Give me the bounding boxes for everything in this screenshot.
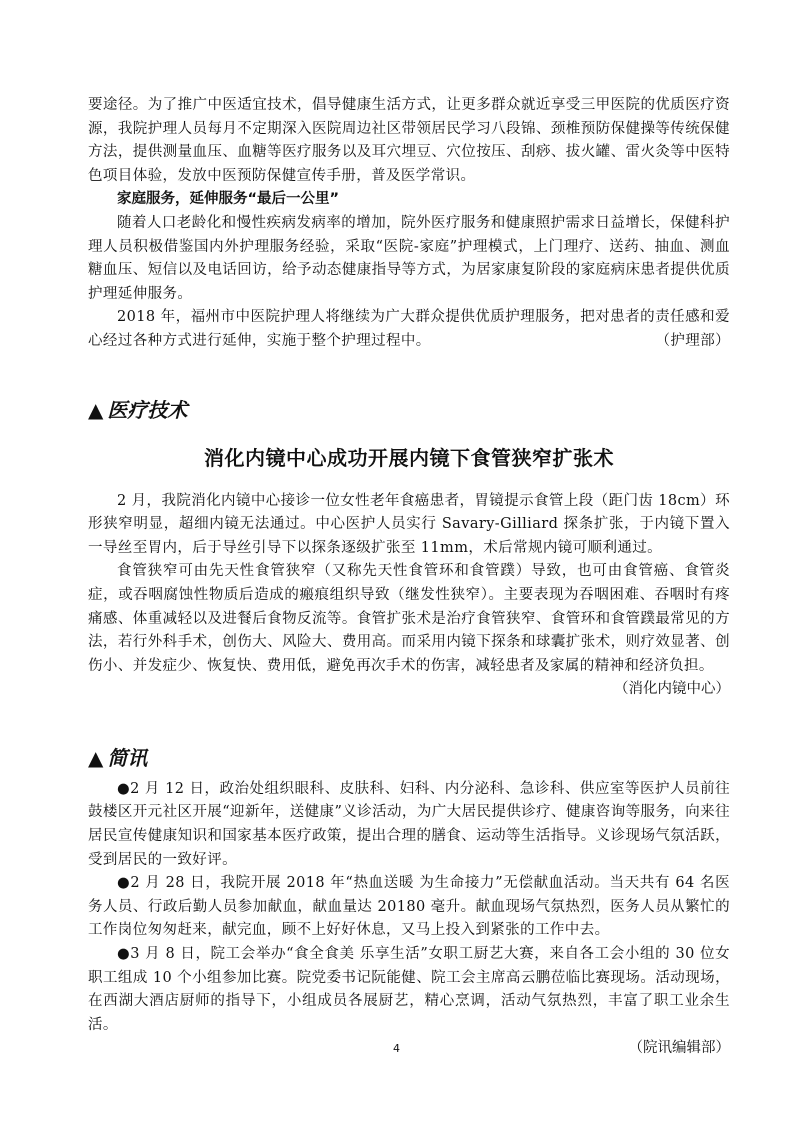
triangle-icon: ▲ <box>88 745 104 770</box>
section-heading-news <box>88 744 730 772</box>
article-title: 消化内镜中心成功开展内镜下食管狭窄扩张术 <box>204 445 614 470</box>
article-paragraph-1: 2 月，我院消化内镜中心接诊一位女性老年食癌患者，胃镜提示食管上段（距门齿 18cm）环形狭窄明显，超细内镜无法通过。中心医护人员实行 Savary-Gilliard 探条扩张，于内镜下置入一导丝至胃内，后于导丝引导下以探条逐级扩张至 11mm，术后常规内镜可顺利通过。 <box>88 492 730 556</box>
page-content <box>88 94 730 1061</box>
subheading-family-service: 家庭服务，延伸服务“最后一公里” <box>117 191 340 208</box>
source-nursing-dept: （护理部） <box>655 332 730 349</box>
article-paragraph-2: 食管狭窄可由先天性食管狭窄（又称先天性食管环和食管蹼）导致，也可由食管癌、食管炎症，或吞咽腐蚀性物质后造成的瘢痕组织导致（继发性狭窄）。主要表现为吞咽困难、吞咽时有疼痛感、体重减轻以及进餐后食物反流等。食管扩张术是治疗食管狭窄、食管环和食管蹼最常见的方法，若行外科手术，创伤大、风险大、费用高。而采用内镜下探条和球囊扩张术，则疗效显著、创伤小、并发症少、恢复快、费用低，避免再次手术的伤害，减轻患者及家属的精神和经济负担。 <box>88 563 730 674</box>
news-item: ●2 月 12 日，政治处组织眼科、皮肤科、妇科、内分泌科、急诊科、供应室等医护人员前往鼓楼区开元社区开展“迎新年，送健康”义诊活动，为广大居民提供诊疗、健康咨询等服务，向来往居民宣传健康知识和国家基本医疗政策，提出合理的膳食、运动等生活指导。义诊现场气氛活跃，受到居民的一致好评。 <box>88 780 730 868</box>
source-endoscopy-center: （消化内镜中心） <box>614 681 730 698</box>
news-item: ●3 月 8 日，院工会举办“食全食美 乐享生活”女职工厨艺大赛，来自各工会小组的 30 位女职工组成 10 个小组参加比赛。院党委书记阮能健、院工会主席高云鹏莅临比赛现场。活动现场，在西湖大酒店厨师的指导下，小组成员各展厨艺，精心烹调，活动气氛热烈，丰富了职工业余生活。 <box>88 946 730 1033</box>
news-item: ●2 月 28 日，我院开展 2018 年“热血送暖 为生命接力”无偿献血活动。当天共有 64 名医务人员、行政后勤人员参加献血，献血量达 20180 毫升。献血现场气氛热烈，医务人员从繁忙的工作岗位匆匆赶来，献完血，顾不上好好休息，又马上投入到紧张的工作中去。 <box>88 875 730 939</box>
intro-paragraph-3-text: 2018 年，福州市中医院护理人将继续为广大群众提供优质护理服务，把对患者的责任感和爱心经过各种方式进行延伸，实施于整个护理过程中。 <box>88 309 730 349</box>
page-number: 4 <box>393 1042 400 1055</box>
intro-paragraph-1: 要途径。为了推广中医适宜技术，倡导健康生活方式，让更多群众就近享受三甲医院的优质医疗资源，我院护理人员每月不定期深入医院周边社区带领居民学习八段锦、颈椎预防保健操等传统保健方法，提供测量血压、血糖等医疗服务以及耳穴埋豆、穴位按压、刮痧、拔火罐、雷火灸等中医特色项目体验，发放中医预防保健宣传手册，普及医学常识。 <box>88 97 730 184</box>
section-heading-text: 简讯 <box>107 745 148 770</box>
source-editorial-dept: （院讯编辑部） <box>628 1040 730 1057</box>
triangle-icon: ▲ <box>88 397 104 422</box>
intro-paragraph-2: 随着人口老龄化和慢性疾病发病率的增加，院外医疗服务和健康照护需求日益增长，保健科护理人员积极借鉴国内外护理服务经验，采取“医院-家庭”护理模式，上门理疗、送药、抽血、测血糖血压、短信以及电话回访，给予动态健康指导等方式，为居家康复阶段的家庭病床患者提供优质护理延伸服务。 <box>88 214 730 302</box>
intro-paragraph-3 <box>88 306 730 353</box>
section-heading-medical-tech <box>88 396 730 424</box>
section-heading-text: 医疗技术 <box>107 397 188 422</box>
